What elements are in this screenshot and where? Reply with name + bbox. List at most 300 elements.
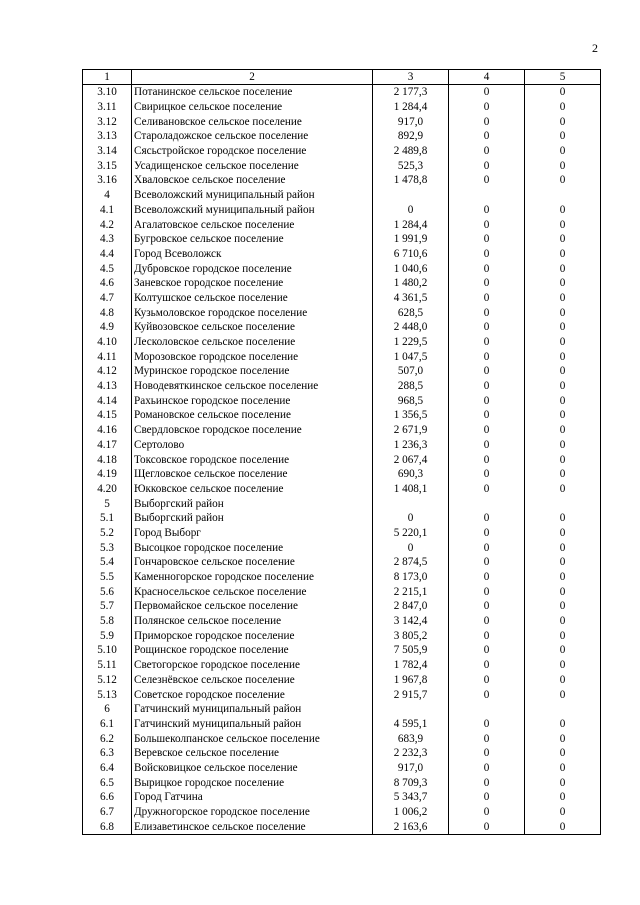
row-number: 6.3 xyxy=(83,746,132,761)
column-4-cell: 0 xyxy=(449,746,525,761)
amount-cell: 1 236,3 xyxy=(373,438,449,453)
table-row xyxy=(83,687,601,702)
amount-cell xyxy=(373,188,449,203)
row-number: 5.2 xyxy=(83,526,132,541)
table-row xyxy=(83,805,601,820)
row-number: 3.14 xyxy=(83,144,132,159)
table-row xyxy=(83,482,601,497)
page-number: 2 xyxy=(592,41,598,55)
column-5-cell: 0 xyxy=(525,423,601,438)
row-number: 3.10 xyxy=(83,85,132,100)
amount-cell: 2 489,8 xyxy=(373,144,449,159)
column-4-cell: 0 xyxy=(449,482,525,497)
amount-cell: 1 229,5 xyxy=(373,335,449,350)
amount-cell: 0 xyxy=(373,511,449,526)
column-4-cell: 0 xyxy=(449,291,525,306)
table-row xyxy=(83,526,601,541)
row-number: 4.19 xyxy=(83,467,132,482)
column-5-cell: 0 xyxy=(525,775,601,790)
column-5-cell: 0 xyxy=(525,232,601,247)
column-header: 5 xyxy=(525,70,601,85)
row-number: 6.8 xyxy=(83,819,132,834)
table-row xyxy=(83,85,601,100)
column-4-cell: 0 xyxy=(449,511,525,526)
municipality-name: Светогорское городское поселение xyxy=(132,658,373,673)
amount-cell: 2 067,4 xyxy=(373,452,449,467)
table-row xyxy=(83,614,601,629)
amount-cell: 1 284,4 xyxy=(373,100,449,115)
column-4-cell: 0 xyxy=(449,261,525,276)
municipality-name: Кузьмоловское городское поселение xyxy=(132,305,373,320)
amount-cell: 5 220,1 xyxy=(373,526,449,541)
row-number: 5.7 xyxy=(83,599,132,614)
row-number: 5.6 xyxy=(83,584,132,599)
table-row xyxy=(83,702,601,717)
municipality-name: Морозовское городское поселение xyxy=(132,349,373,364)
table-row xyxy=(83,349,601,364)
amount-cell: 1 967,8 xyxy=(373,673,449,688)
municipality-name: Новодевяткинское сельское поселение xyxy=(132,379,373,394)
column-5-cell: 0 xyxy=(525,467,601,482)
row-number: 4.11 xyxy=(83,349,132,364)
table-row xyxy=(83,232,601,247)
row-number: 4.7 xyxy=(83,291,132,306)
amount-cell: 2 448,0 xyxy=(373,320,449,335)
column-5-cell xyxy=(525,702,601,717)
column-5-cell: 0 xyxy=(525,203,601,218)
column-5-cell: 0 xyxy=(525,555,601,570)
row-number: 5.11 xyxy=(83,658,132,673)
amount-cell: 2 232,3 xyxy=(373,746,449,761)
municipality-name: Рощинское городское поселение xyxy=(132,643,373,658)
column-5-cell: 0 xyxy=(525,643,601,658)
row-number: 3.11 xyxy=(83,100,132,115)
column-5-cell: 0 xyxy=(525,393,601,408)
row-number: 4.17 xyxy=(83,438,132,453)
column-4-cell: 0 xyxy=(449,335,525,350)
municipality-name: Выборгский район xyxy=(132,496,373,511)
column-4-cell: 0 xyxy=(449,526,525,541)
municipality-name: Большеколпанское сельское поселение xyxy=(132,731,373,746)
column-header: 4 xyxy=(449,70,525,85)
amount-cell: 0 xyxy=(373,203,449,218)
table-row xyxy=(83,114,601,129)
column-4-cell: 0 xyxy=(449,819,525,834)
table-row xyxy=(83,643,601,658)
row-number: 5.3 xyxy=(83,540,132,555)
municipality-name: Щегловское сельское поселение xyxy=(132,467,373,482)
column-5-cell: 0 xyxy=(525,731,601,746)
row-number: 5.8 xyxy=(83,614,132,629)
row-number: 4.8 xyxy=(83,305,132,320)
column-5-cell: 0 xyxy=(525,320,601,335)
table-row xyxy=(83,673,601,688)
amount-cell: 1 356,5 xyxy=(373,408,449,423)
amount-cell: 525,3 xyxy=(373,158,449,173)
column-4-cell: 0 xyxy=(449,305,525,320)
column-5-cell: 0 xyxy=(525,335,601,350)
column-header: 1 xyxy=(83,70,132,85)
municipality-name: Староладожское сельское поселение xyxy=(132,129,373,144)
column-4-cell: 0 xyxy=(449,540,525,555)
column-5-cell xyxy=(525,188,601,203)
municipality-name: Гатчинский муниципальный район xyxy=(132,702,373,717)
municipality-name: Гончаровское сельское поселение xyxy=(132,555,373,570)
row-number: 5 xyxy=(83,496,132,511)
row-number: 5.12 xyxy=(83,673,132,688)
amount-cell: 917,0 xyxy=(373,114,449,129)
row-number: 4.10 xyxy=(83,335,132,350)
row-number: 4.20 xyxy=(83,482,132,497)
column-5-cell: 0 xyxy=(525,673,601,688)
column-5-cell: 0 xyxy=(525,805,601,820)
column-4-cell: 0 xyxy=(449,129,525,144)
row-number: 6.5 xyxy=(83,775,132,790)
column-4-cell: 0 xyxy=(449,320,525,335)
column-4-cell: 0 xyxy=(449,114,525,129)
municipality-name: Заневское городское поселение xyxy=(132,276,373,291)
municipality-name: Токсовское городское поселение xyxy=(132,452,373,467)
table-row xyxy=(83,158,601,173)
municipality-name: Всеволожский муниципальный район xyxy=(132,203,373,218)
column-4-cell: 0 xyxy=(449,599,525,614)
amount-cell: 2 847,0 xyxy=(373,599,449,614)
column-4-cell: 0 xyxy=(449,379,525,394)
municipality-name: Выборгский район xyxy=(132,511,373,526)
row-number: 3.12 xyxy=(83,114,132,129)
amount-cell: 690,3 xyxy=(373,467,449,482)
row-number: 4.3 xyxy=(83,232,132,247)
table-row xyxy=(83,819,601,834)
table-row xyxy=(83,276,601,291)
row-number: 3.13 xyxy=(83,129,132,144)
column-5-cell: 0 xyxy=(525,276,601,291)
amount-cell: 1 991,9 xyxy=(373,232,449,247)
municipality-name: Дубровское городское поселение xyxy=(132,261,373,276)
table-row xyxy=(83,408,601,423)
municipality-name: Город Выборг xyxy=(132,526,373,541)
row-number: 4.18 xyxy=(83,452,132,467)
amount-cell: 507,0 xyxy=(373,364,449,379)
column-4-cell: 0 xyxy=(449,393,525,408)
table-row xyxy=(83,173,601,188)
amount-cell: 968,5 xyxy=(373,393,449,408)
amount-cell: 683,9 xyxy=(373,731,449,746)
table-header-row xyxy=(83,70,601,85)
municipality-name: Дружногорское городское поселение xyxy=(132,805,373,820)
row-number: 4.4 xyxy=(83,247,132,262)
table-row xyxy=(83,584,601,599)
amount-cell: 2 163,6 xyxy=(373,819,449,834)
column-5-cell: 0 xyxy=(525,261,601,276)
row-number: 6.4 xyxy=(83,761,132,776)
municipality-name: Колтушское сельское поселение xyxy=(132,291,373,306)
column-5-cell: 0 xyxy=(525,114,601,129)
table-row xyxy=(83,423,601,438)
table-row xyxy=(83,438,601,453)
column-4-cell: 0 xyxy=(449,717,525,732)
municipality-name: Полянское сельское поселение xyxy=(132,614,373,629)
municipality-name: Свирицкое сельское поселение xyxy=(132,100,373,115)
row-number: 5.10 xyxy=(83,643,132,658)
amount-cell: 1 284,4 xyxy=(373,217,449,232)
column-4-cell: 0 xyxy=(449,203,525,218)
column-4-cell: 0 xyxy=(449,364,525,379)
table-row xyxy=(83,731,601,746)
amount-cell: 2 215,1 xyxy=(373,584,449,599)
column-header: 3 xyxy=(373,70,449,85)
column-5-cell: 0 xyxy=(525,349,601,364)
table-row xyxy=(83,599,601,614)
row-number: 4.1 xyxy=(83,203,132,218)
table-row xyxy=(83,628,601,643)
column-5-cell: 0 xyxy=(525,599,601,614)
table-row xyxy=(83,790,601,805)
column-5-cell: 0 xyxy=(525,717,601,732)
municipality-name: Елизаветинское сельское поселение xyxy=(132,819,373,834)
table-row xyxy=(83,364,601,379)
amount-cell: 3 805,2 xyxy=(373,628,449,643)
column-5-cell: 0 xyxy=(525,746,601,761)
row-number: 4 xyxy=(83,188,132,203)
column-4-cell: 0 xyxy=(449,144,525,159)
amount-cell: 8 709,3 xyxy=(373,775,449,790)
amount-cell: 1 040,6 xyxy=(373,261,449,276)
municipality-name: Куйвозовское сельское поселение xyxy=(132,320,373,335)
municipality-name: Агалатовское сельское поселение xyxy=(132,217,373,232)
column-4-cell: 0 xyxy=(449,232,525,247)
amount-cell: 917,0 xyxy=(373,761,449,776)
column-4-cell: 0 xyxy=(449,673,525,688)
column-5-cell: 0 xyxy=(525,452,601,467)
municipality-name: Усадищенское сельское поселение xyxy=(132,158,373,173)
municipality-name: Сясьстройское городское поселение xyxy=(132,144,373,159)
column-4-cell: 0 xyxy=(449,658,525,673)
column-4-cell: 0 xyxy=(449,614,525,629)
row-number: 6.2 xyxy=(83,731,132,746)
column-5-cell: 0 xyxy=(525,438,601,453)
row-number: 5.5 xyxy=(83,570,132,585)
municipality-name: Советское городское поселение xyxy=(132,687,373,702)
amount-cell: 1 006,2 xyxy=(373,805,449,820)
row-number: 4.13 xyxy=(83,379,132,394)
column-5-cell: 0 xyxy=(525,819,601,834)
column-5-cell: 0 xyxy=(525,790,601,805)
table-row xyxy=(83,379,601,394)
row-number: 4.9 xyxy=(83,320,132,335)
column-4-cell: 0 xyxy=(449,790,525,805)
column-5-cell: 0 xyxy=(525,614,601,629)
amount-cell: 628,5 xyxy=(373,305,449,320)
column-5-cell: 0 xyxy=(525,408,601,423)
municipality-name: Приморское городское поселение xyxy=(132,628,373,643)
column-4-cell: 0 xyxy=(449,467,525,482)
row-number: 4.5 xyxy=(83,261,132,276)
column-5-cell: 0 xyxy=(525,526,601,541)
column-4-cell: 0 xyxy=(449,349,525,364)
table-row xyxy=(83,775,601,790)
amount-cell: 2 177,3 xyxy=(373,85,449,100)
municipality-name: Войсковицкое сельское поселение xyxy=(132,761,373,776)
amount-cell: 2 671,9 xyxy=(373,423,449,438)
amount-cell xyxy=(373,496,449,511)
row-number: 5.4 xyxy=(83,555,132,570)
municipality-name: Юкковское сельское поселение xyxy=(132,482,373,497)
column-5-cell: 0 xyxy=(525,628,601,643)
column-4-cell: 0 xyxy=(449,643,525,658)
municipality-name: Бугровское сельское поселение xyxy=(132,232,373,247)
row-number: 4.6 xyxy=(83,276,132,291)
table-row xyxy=(83,452,601,467)
municipality-name: Рахьинское городское поселение xyxy=(132,393,373,408)
column-4-cell: 0 xyxy=(449,452,525,467)
table-row xyxy=(83,217,601,232)
column-4-cell xyxy=(449,496,525,511)
column-5-cell: 0 xyxy=(525,100,601,115)
row-number: 6.1 xyxy=(83,717,132,732)
column-4-cell: 0 xyxy=(449,775,525,790)
column-5-cell: 0 xyxy=(525,511,601,526)
column-5-cell: 0 xyxy=(525,379,601,394)
municipality-name: Потанинское сельское поселение xyxy=(132,85,373,100)
table-row xyxy=(83,467,601,482)
table-row xyxy=(83,658,601,673)
column-5-cell: 0 xyxy=(525,85,601,100)
municipality-name: Гатчинский муниципальный район xyxy=(132,717,373,732)
column-4-cell: 0 xyxy=(449,584,525,599)
column-5-cell: 0 xyxy=(525,570,601,585)
row-number: 6 xyxy=(83,702,132,717)
table-row xyxy=(83,320,601,335)
table-row xyxy=(83,203,601,218)
amount-cell: 7 505,9 xyxy=(373,643,449,658)
municipality-name: Город Гатчина xyxy=(132,790,373,805)
municipality-name: Вырицкое городское поселение xyxy=(132,775,373,790)
column-4-cell: 0 xyxy=(449,761,525,776)
column-4-cell xyxy=(449,702,525,717)
row-number: 4.14 xyxy=(83,393,132,408)
amount-cell: 288,5 xyxy=(373,379,449,394)
allocation-table xyxy=(82,69,601,835)
column-4-cell: 0 xyxy=(449,555,525,570)
table-row xyxy=(83,555,601,570)
column-4-cell: 0 xyxy=(449,438,525,453)
row-number: 5.13 xyxy=(83,687,132,702)
table-row xyxy=(83,129,601,144)
column-4-cell: 0 xyxy=(449,100,525,115)
column-4-cell: 0 xyxy=(449,276,525,291)
municipality-name: Селезнёвское сельское поселение xyxy=(132,673,373,688)
column-4-cell: 0 xyxy=(449,805,525,820)
column-5-cell: 0 xyxy=(525,158,601,173)
amount-cell: 2 874,5 xyxy=(373,555,449,570)
table-row xyxy=(83,761,601,776)
column-5-cell: 0 xyxy=(525,658,601,673)
column-4-cell: 0 xyxy=(449,687,525,702)
table-row xyxy=(83,335,601,350)
municipality-name: Муринское городское поселение xyxy=(132,364,373,379)
column-5-cell xyxy=(525,496,601,511)
amount-cell: 4 361,5 xyxy=(373,291,449,306)
column-5-cell: 0 xyxy=(525,291,601,306)
row-number: 5.9 xyxy=(83,628,132,643)
column-4-cell: 0 xyxy=(449,217,525,232)
municipality-name: Лесколовское сельское поселение xyxy=(132,335,373,350)
table-row xyxy=(83,511,601,526)
amount-cell: 4 595,1 xyxy=(373,717,449,732)
table-row xyxy=(83,717,601,732)
municipality-name: Селивановское сельское поселение xyxy=(132,114,373,129)
column-4-cell: 0 xyxy=(449,628,525,643)
row-number: 4.15 xyxy=(83,408,132,423)
table-row xyxy=(83,144,601,159)
amount-cell: 1 478,8 xyxy=(373,173,449,188)
municipality-name: Веревское сельское поселение xyxy=(132,746,373,761)
amount-cell: 8 173,0 xyxy=(373,570,449,585)
column-4-cell: 0 xyxy=(449,247,525,262)
amount-cell xyxy=(373,702,449,717)
column-4-cell: 0 xyxy=(449,570,525,585)
table-row xyxy=(83,746,601,761)
table-row xyxy=(83,540,601,555)
column-4-cell: 0 xyxy=(449,423,525,438)
column-5-cell: 0 xyxy=(525,584,601,599)
column-4-cell: 0 xyxy=(449,85,525,100)
municipality-name: Всеволожский муниципальный район xyxy=(132,188,373,203)
table-row xyxy=(83,496,601,511)
column-5-cell: 0 xyxy=(525,217,601,232)
row-number: 4.16 xyxy=(83,423,132,438)
column-header: 2 xyxy=(132,70,373,85)
table-row xyxy=(83,188,601,203)
municipality-name: Красносельское сельское поселение xyxy=(132,584,373,599)
amount-cell: 1 782,4 xyxy=(373,658,449,673)
column-5-cell: 0 xyxy=(525,305,601,320)
amount-cell: 1 408,1 xyxy=(373,482,449,497)
table-row xyxy=(83,393,601,408)
municipality-name: Романовское сельское поселение xyxy=(132,408,373,423)
row-number: 5.1 xyxy=(83,511,132,526)
row-number: 6.7 xyxy=(83,805,132,820)
row-number: 6.6 xyxy=(83,790,132,805)
municipality-name: Город Всеволожск xyxy=(132,247,373,262)
amount-cell: 5 343,7 xyxy=(373,790,449,805)
column-5-cell: 0 xyxy=(525,540,601,555)
table-row xyxy=(83,100,601,115)
municipality-name: Сертолово xyxy=(132,438,373,453)
municipality-name: Первомайское сельское поселение xyxy=(132,599,373,614)
column-4-cell: 0 xyxy=(449,408,525,423)
column-4-cell xyxy=(449,188,525,203)
amount-cell: 6 710,6 xyxy=(373,247,449,262)
table-row xyxy=(83,247,601,262)
row-number: 4.2 xyxy=(83,217,132,232)
column-5-cell: 0 xyxy=(525,173,601,188)
municipality-name: Каменногорское городское поселение xyxy=(132,570,373,585)
column-4-cell: 0 xyxy=(449,731,525,746)
amount-cell: 2 915,7 xyxy=(373,687,449,702)
municipality-name: Высоцкое городское поселение xyxy=(132,540,373,555)
row-number: 4.12 xyxy=(83,364,132,379)
column-4-cell: 0 xyxy=(449,158,525,173)
column-5-cell: 0 xyxy=(525,482,601,497)
column-5-cell: 0 xyxy=(525,144,601,159)
amount-cell: 3 142,4 xyxy=(373,614,449,629)
column-5-cell: 0 xyxy=(525,129,601,144)
amount-cell: 1 047,5 xyxy=(373,349,449,364)
municipality-name: Свердловское городское поселение xyxy=(132,423,373,438)
amount-cell: 1 480,2 xyxy=(373,276,449,291)
